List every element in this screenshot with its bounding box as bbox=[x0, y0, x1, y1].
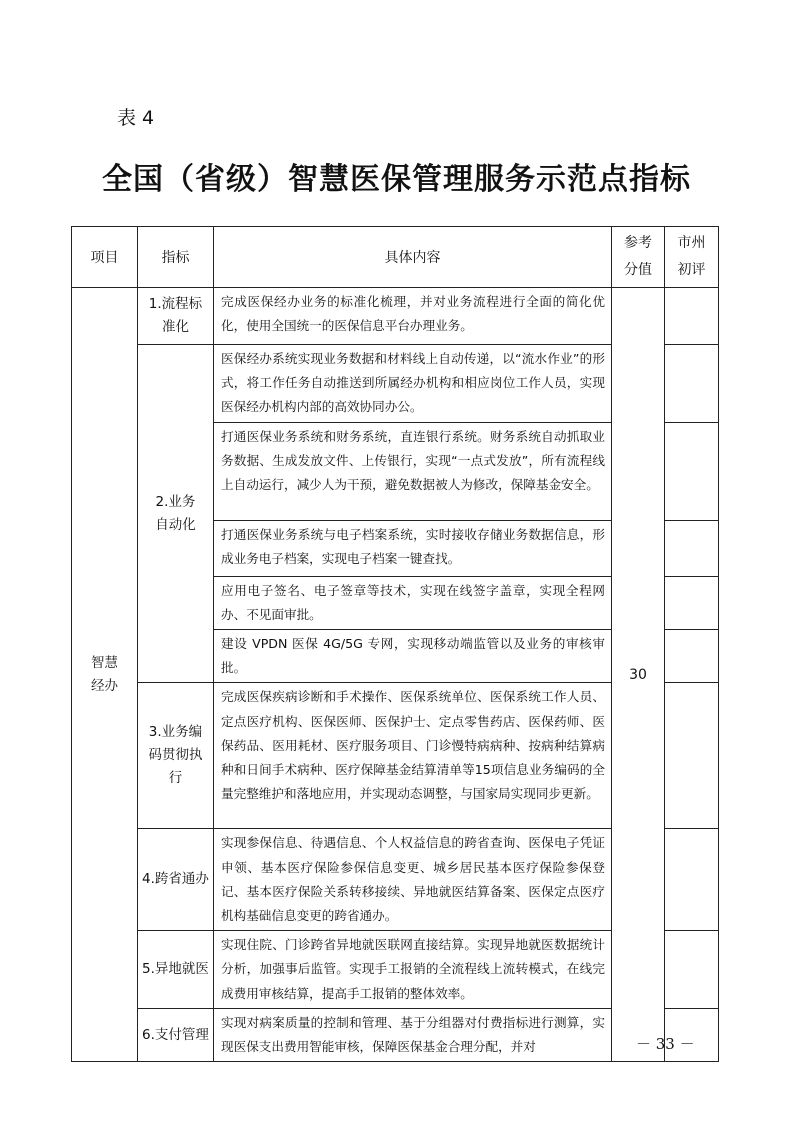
header-project: 项目 bbox=[72, 227, 138, 288]
indicator-cell bbox=[138, 829, 214, 931]
header-score bbox=[612, 227, 665, 288]
review-cell bbox=[665, 931, 719, 1009]
content-cell: 建设 VPDN 医保 4G/5G 专网，实现移动端监管以及业务的审核审批。 bbox=[214, 630, 612, 683]
review-cell bbox=[665, 422, 719, 520]
content-cell: 完成医保疾病诊断和手术操作、医保系统单位、医保系统工作人员、定点医疗机构、医保医师、医保护士、定点零售药店、医保药师、医保药品、医用耗材、医疗服务项目、门诊慢特病病种、按病种结算病种和日间手术病种、医疗保障基金结算清单等15项信息业务编码的全量完整维护和落地应用，并实现动态调整，与国家局实现同步更新。 bbox=[214, 683, 612, 829]
header-indicator: 指标 bbox=[138, 227, 214, 288]
header-content: 具体内容 bbox=[214, 227, 612, 288]
content-cell: 应用电子签名、电子签章等技术，实现在线签字盖章，实现全程网办、不见面审批。 bbox=[214, 576, 612, 629]
review-cell bbox=[665, 345, 719, 423]
indicator-cell bbox=[138, 683, 214, 829]
content-cell: 实现参保信息、待遇信息、个人权益信息的跨省查询、医保电子凭证申领、基本医疗保险参保信息变更、城乡居民基本医疗保险参保登记、基本医疗保险关系转移接续、异地就医结算备案、医保定点医疗机构基础信息变更的跨省通办。 bbox=[214, 829, 612, 931]
review-cell bbox=[665, 630, 719, 683]
indicator-table bbox=[71, 226, 719, 1062]
header-review-line2: 初评 bbox=[677, 262, 706, 278]
header-score-line2: 分值 bbox=[624, 262, 652, 278]
content-cell: 实现对病案质量的控制和管理、基于分组器对付费指标进行测算，实现医保支出费用智能审核，保障医保基金合理分配，并对 bbox=[214, 1008, 612, 1061]
indicator-cell bbox=[138, 931, 214, 1009]
project-label: 智慧经办 bbox=[91, 654, 118, 694]
project-cell bbox=[72, 288, 138, 1062]
header-score-line1: 参考 bbox=[624, 235, 652, 251]
table-label: 表 4 bbox=[117, 107, 155, 129]
review-cell bbox=[665, 829, 719, 931]
content-cell: 实现住院、门诊跨省异地就医联网直接结算。实现异地就医数据统计分析，加强事后监管。实现手工报销的全流程线上流转模式，在线完成费用审核结算，提高手工报销的整体效率。 bbox=[214, 931, 612, 1009]
table-header-row bbox=[72, 227, 719, 288]
indicator-label: 6.支付管理 bbox=[142, 1026, 209, 1043]
score-cell: 30 bbox=[612, 288, 665, 1062]
indicator-label: 1.流程标准化 bbox=[148, 296, 203, 335]
indicator-label: 3.业务编码贯彻执行 bbox=[148, 724, 203, 787]
header-review-line1: 市州 bbox=[677, 235, 706, 251]
review-cell bbox=[665, 576, 719, 629]
table-row bbox=[72, 288, 719, 345]
review-cell bbox=[665, 520, 719, 576]
page-title: 全国（省级）智慧医保管理服务示范点指标 bbox=[102, 162, 691, 197]
indicator-label: 5.异地就医 bbox=[142, 961, 209, 978]
header-review bbox=[665, 227, 719, 288]
page-number: － 33 － bbox=[636, 1035, 695, 1053]
indicator-label: 4.跨省通办 bbox=[142, 871, 209, 888]
content-cell: 完成医保经办业务的标准化梳理，并对业务流程进行全面的简化优化，使用全国统一的医保信息平台办理业务。 bbox=[214, 288, 612, 345]
indicator-label: 2.业务自动化 bbox=[155, 493, 196, 533]
indicator-cell bbox=[138, 1008, 214, 1061]
content-cell: 打通医保业务系统与电子档案系统，实时接收存储业务数据信息，形成业务电子档案，实现电子档案一键查找。 bbox=[214, 520, 612, 576]
content-cell: 打通医保业务系统和财务系统，直连银行系统。财务系统自动抓取业务数据、生成发放文件、上传银行，实现“一点式发放”，所有流程线上自动运行，减少人为干预，避免数据被人为修改，保障基金安全。 bbox=[214, 422, 612, 520]
indicator-cell bbox=[138, 288, 214, 345]
content-cell: 医保经办系统实现业务数据和材料线上自动传递，以“流水作业”的形式，将工作任务自动推送到所属经办机构和相应岗位工作人员，实现医保经办机构内部的高效协同办公。 bbox=[214, 345, 612, 423]
indicator-cell bbox=[138, 345, 214, 683]
review-cell bbox=[665, 683, 719, 829]
review-cell bbox=[665, 288, 719, 345]
